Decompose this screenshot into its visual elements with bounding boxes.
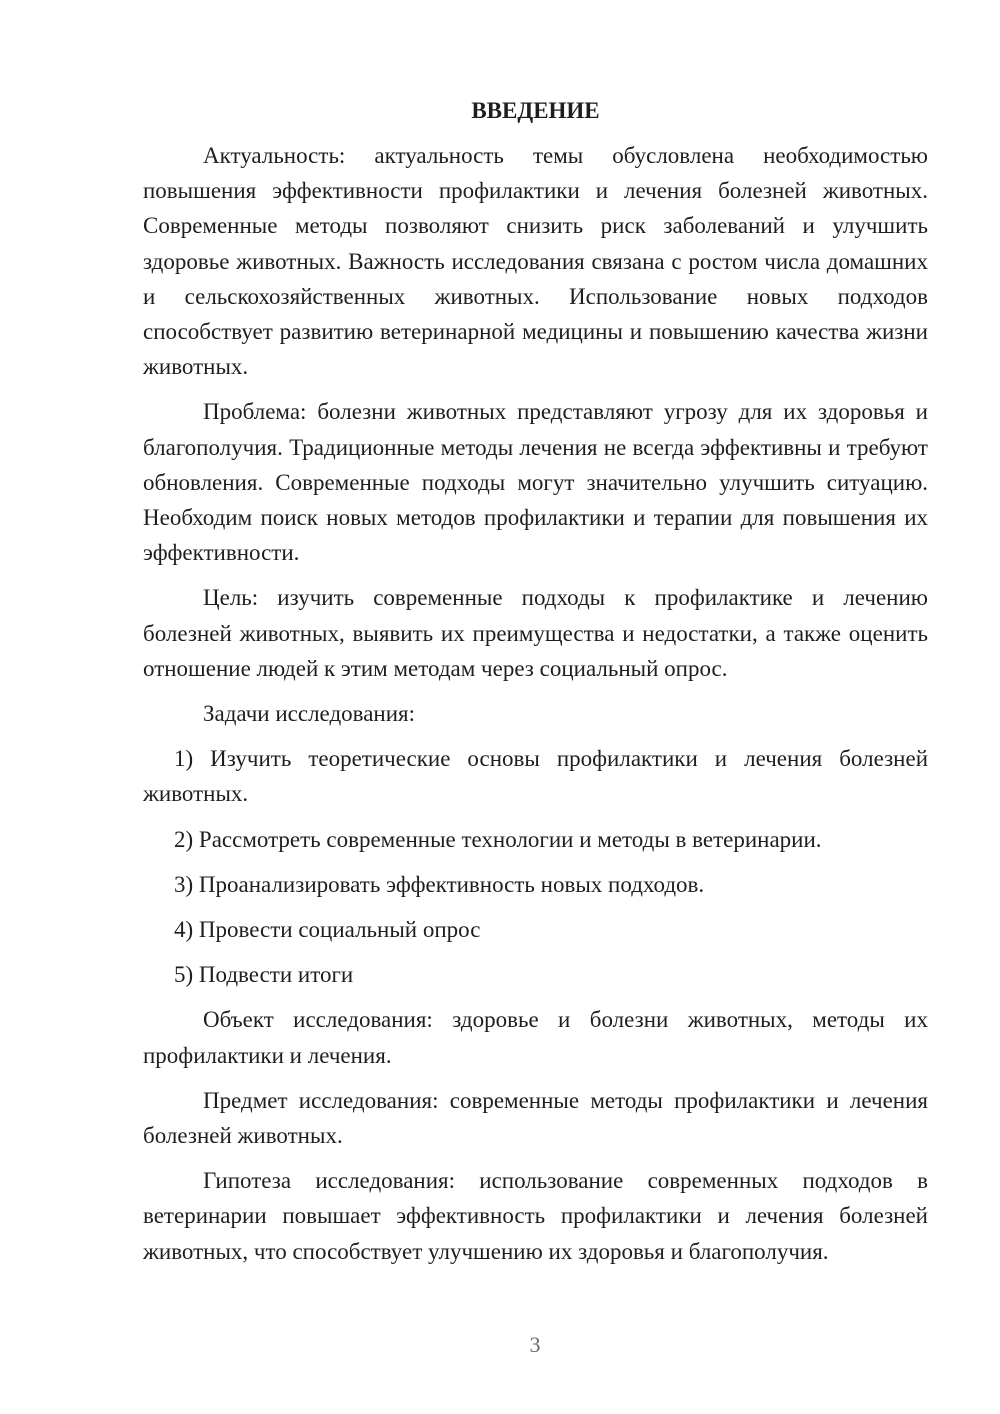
task-item-1: 1) Изучить теоретические основы профилактики и лечения болезней животных. (143, 746, 928, 807)
page-number: 3 (529, 1332, 541, 1357)
task-item-5: 5) Подвести итоги (174, 962, 354, 988)
tasks-heading: Задачи исследования: (203, 701, 416, 727)
hypothesis-paragraph: Гипотеза исследования: использование современных подходов в ветеринарии повышает эффективность профилактики и лечения болезней животных, что способствует улучшению их здоровья и благополучия. (143, 1168, 928, 1264)
page-content (143, 96, 928, 1279)
task-item-3: 3) Проанализировать эффективность новых подходов. (174, 871, 705, 897)
section-heading: ВВЕДЕНИЕ (471, 98, 600, 123)
task-item-4: 4) Провести социальный опрос (174, 917, 481, 943)
object-paragraph: Объект исследования: здоровье и болезни животных, методы их профилактики и лечения. (143, 1007, 928, 1068)
relevance-paragraph: Актуальность: актуальность темы обусловлена необходимостью повышения эффективности профилактики и лечения болезней животных. Современные методы позволяют снизить риск заболеваний и улучшить здоровье животных. Важность исследования связана с ростом числа домашних и сельскохозяйственных животных. Использование новых подходов способствует развитию ветеринарной медицины и повышению качества жизни животных. (143, 143, 928, 380)
task-item-2: 2) Рассмотреть современные технологии и методы в ветеринарии. (174, 826, 822, 852)
problem-paragraph: Проблема: болезни животных представляют угрозу для их здоровья и благополучия. Традиционные методы лечения не всегда эффективны и требуют обновления. Современные подходы могут значительно улучшить ситуацию. Необходим поиск новых методов профилактики и терапии для повышения их эффективности. (143, 399, 928, 566)
subject-paragraph: Предмет исследования: современные методы профилактики и лечения болезней животных. (143, 1087, 928, 1149)
goal-paragraph: Цель: изучить современные подходы к профилактике и лечению болезней животных, выявить их преимущества и недостатки, а также оценить отношение людей к этим методам через социальный опрос. (143, 585, 928, 681)
